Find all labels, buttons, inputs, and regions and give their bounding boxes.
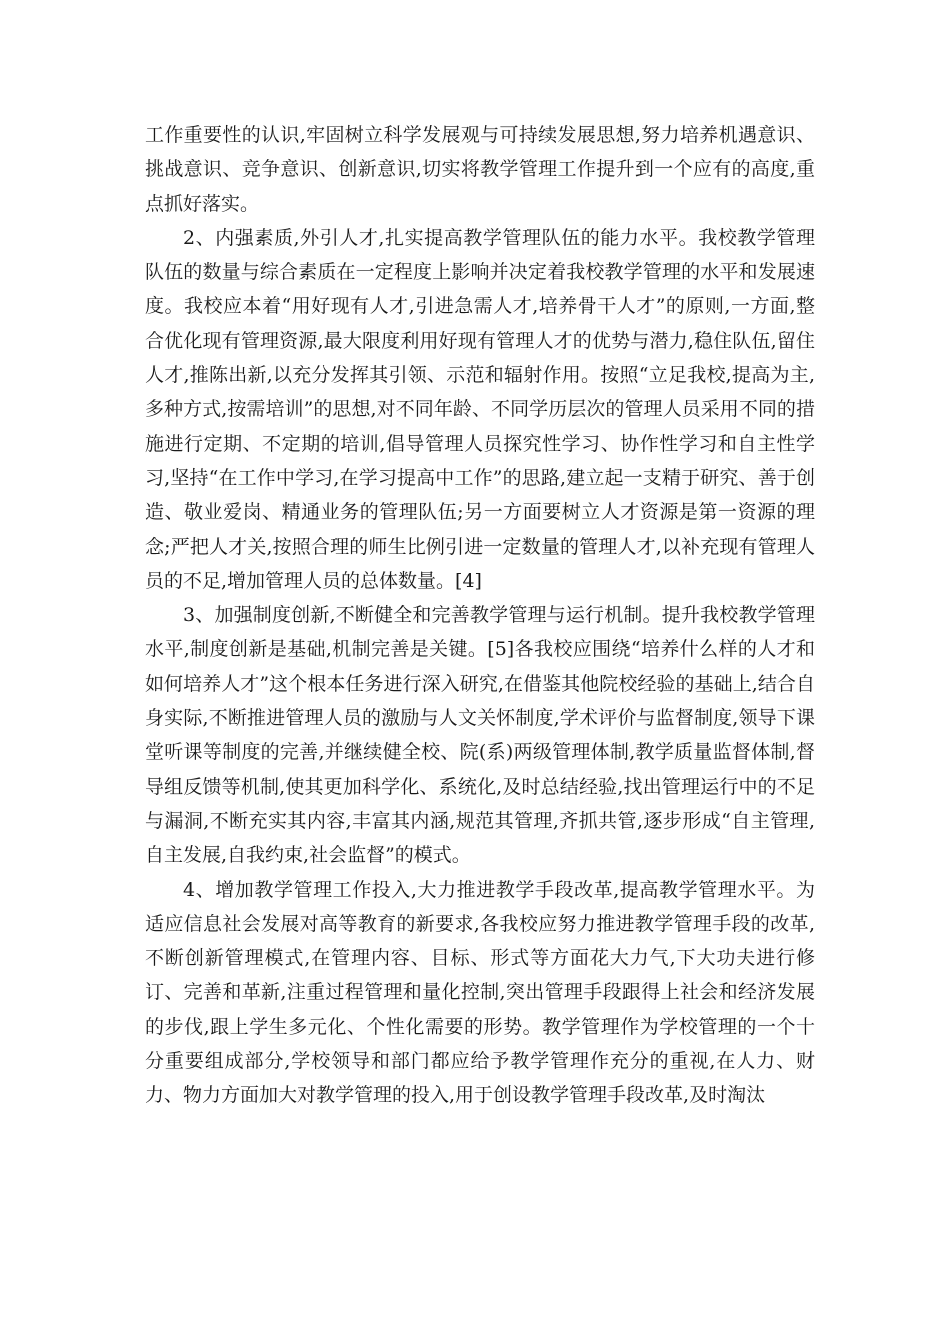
paragraph-2-talent: 2、内强素质,外引人才,扎实提高教学管理队伍的能力水平。我校教学管理队伍的数量与综合素质在一定程度上影响并决定着我校教学管理的水平和发展速度。我校应本着“用好现有人才,引进急需人才,培养骨干人才”的原则,一方面,整合优化现有管理资源,最大限度利用好现有管理人才的优势与潜力,稳住队伍,留住人才,推陈出新,以充分发挥其引领、示范和辐射作用。按照“立足我校,提高为主,多种方式,按需培训”的思想,对不同年龄、不同学历层次的管理人员采用不同的措施进行定期、不定期的培训,倡导管理人员探究性学习、协作性学习和自主性学习,坚持“在工作中学习,在学习提高中工作”的思路,建立起一支精于研究、善于创造、敬业爱岗、精通业务的管理队伍;另一方面要树立人才资源是第一资源的理念;严把人才关,按照合理的师生比例引进一定数量的管理人才,以补充现有管理人员的不足,增加管理人员的总体数量。[4] — [145, 226, 815, 592]
paragraph-continuation: 工作重要性的认识,牢固树立科学发展观与可持续发展思想,努力培养机遇意识、挑战意识、竞争意识、创新意识,切实将教学管理工作提升到一个应有的高度,重点抓好落实。 — [145, 124, 815, 215]
document-body — [145, 118, 815, 1113]
paragraph-4-investment: 4、增加教学管理工作投入,大力推进教学手段改革,提高教学管理水平。为适应信息社会发展对高等教育的新要求,各我校应努力推进教学管理手段的改革,不断创新管理模式,在管理内容、目标、形式等方面花大力气,下大功夫进行修订、完善和革新,注重过程管理和量化控制,突出管理手段跟得上社会和经济发展的步伐,跟上学生多元化、个性化需要的形势。教学管理作为学校管理的一个十分重要组成部分,学校领导和部门都应给予教学管理作充分的重视,在人力、财力、物力方面加大对教学管理的投入,用于创设教学管理手段改革,及时淘汰 — [145, 878, 815, 1107]
paragraph-3-institution: 3、加强制度创新,不断健全和完善教学管理与运行机制。提升我校教学管理水平,制度创新是基础,机制完善是关键。[5]各我校应围绕“培养什么样的人才和如何培养人才”这个根本任务进行深入研究,在借鉴其他院校经验的基础上,结合自身实际,不断推进管理人员的激励与人文关怀制度,学术评价与监督制度,领导下课堂听课等制度的完善,并继续健全校、院(系)两级管理体制,教学质量监督体制,督导组反馈等机制,使其更加科学化、系统化,及时总结经验,找出管理运行中的不足与漏洞,不断充实其内容,丰富其内涵,规范其管理,齐抓共管,逐步形成“自主管理,自主发展,自我约束,社会监督”的模式。 — [145, 604, 815, 867]
